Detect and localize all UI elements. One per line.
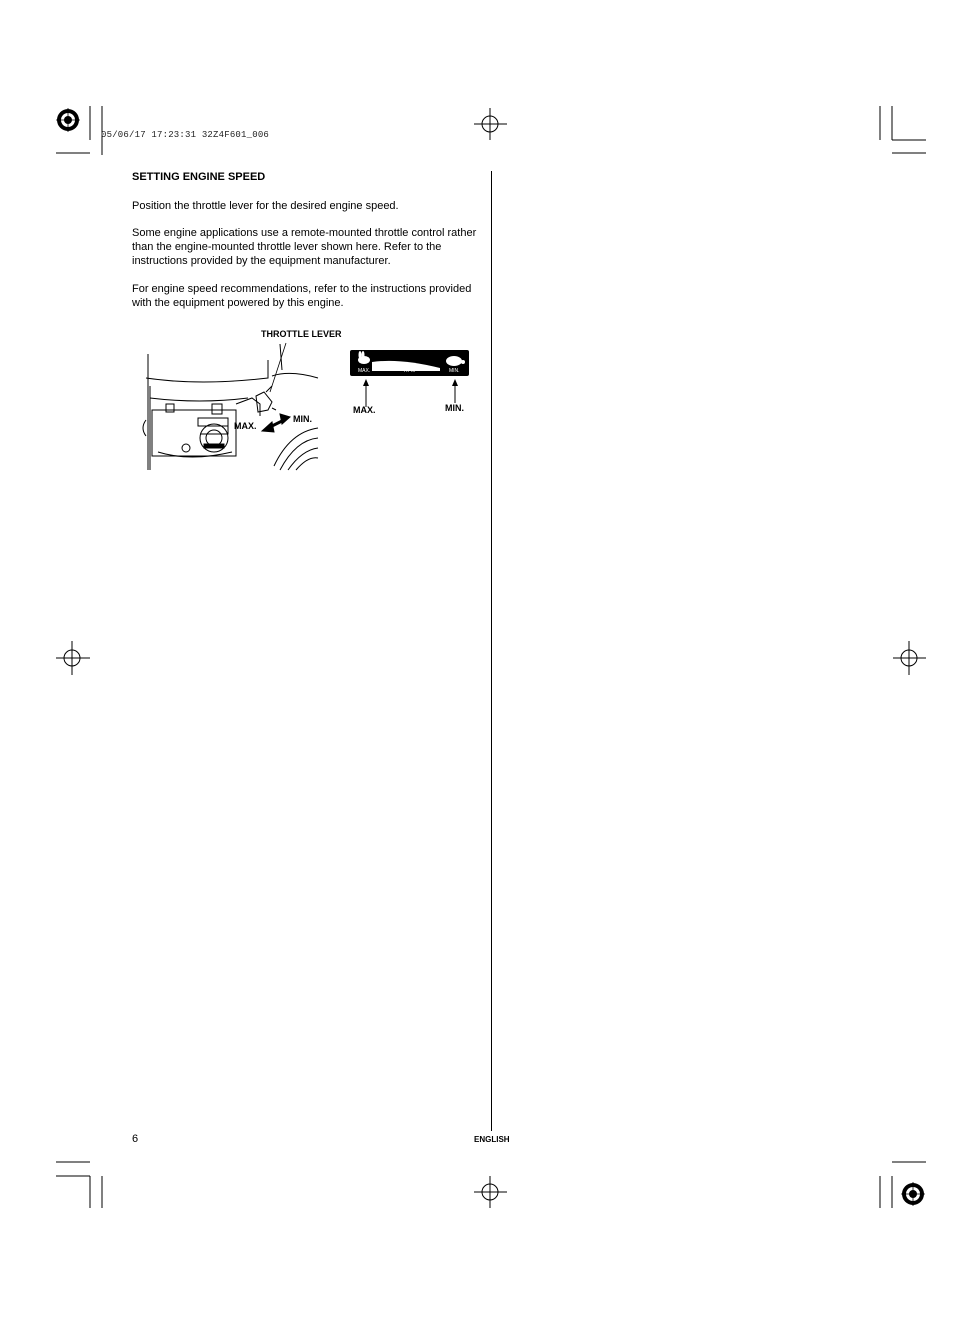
decal-max-small: MAX. <box>358 368 371 374</box>
section-title: SETTING ENGINE SPEED <box>132 171 266 183</box>
paragraph-remote-throttle: Some engine applications use a remote-mounted throttle control rather than the engine-mounted throttle lever shown here. Refer to the instructions provided by the equipment manufacturer. <box>132 227 477 267</box>
decal-min-label: MIN. <box>445 403 464 413</box>
decal-rpm-small: RPM <box>404 368 416 374</box>
engine-max-label: MAX. <box>234 421 257 431</box>
paragraph-speed-recommendations: For engine speed recommendations, refer to the instructions provided with the equipment powered by this engine. <box>132 283 472 309</box>
decal-max-label: MAX. <box>353 405 376 415</box>
page-number: 6 <box>132 1133 139 1145</box>
paragraph-throttle-position: Position the throttle lever for the desired engine speed. <box>132 200 399 212</box>
language-label: ENGLISH <box>474 1135 510 1144</box>
decal-min-small: MIN. <box>449 368 460 374</box>
throttle-lever-label: THROTTLE LEVER <box>261 329 342 339</box>
engine-min-label: MIN. <box>293 414 312 424</box>
print-stamp: 05/06/17 17:23:31 32Z4F601_006 <box>101 130 270 140</box>
